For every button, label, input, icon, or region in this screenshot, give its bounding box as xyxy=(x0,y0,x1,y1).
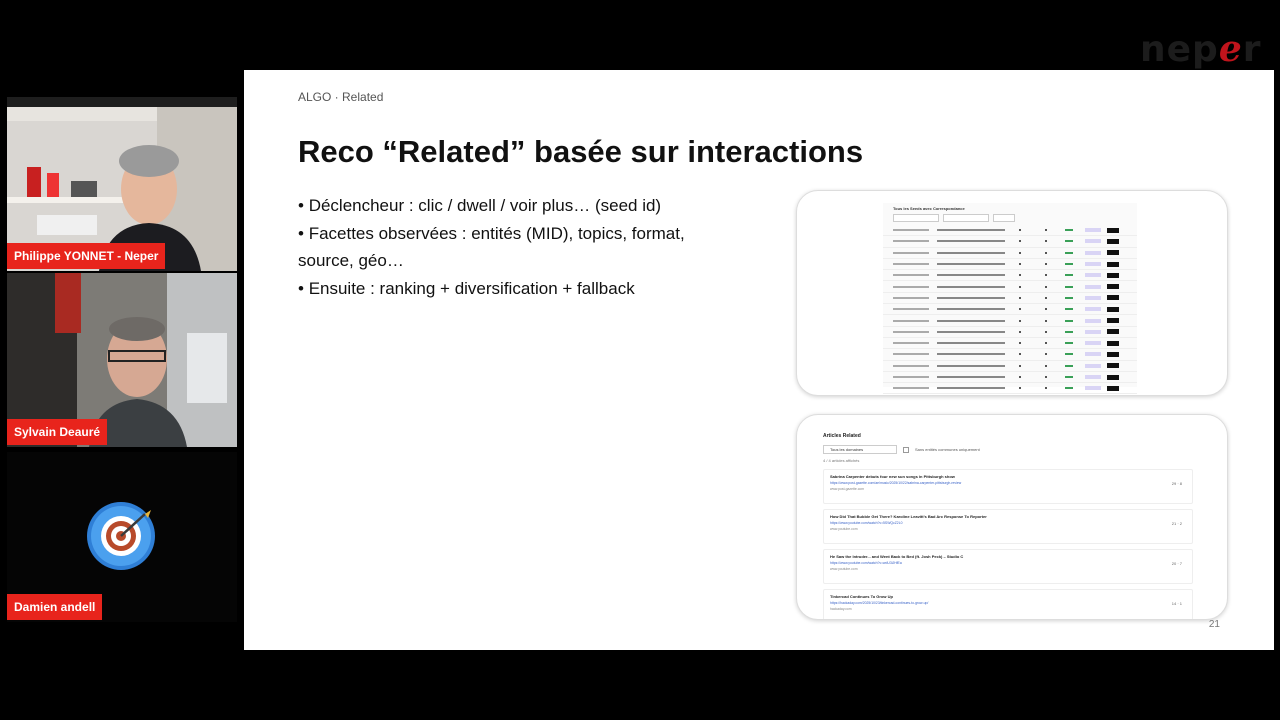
table-row xyxy=(883,281,1137,292)
list-item xyxy=(823,469,1193,504)
article-domain: www.post-gazette.com xyxy=(830,487,865,491)
article-url: https://hackaday.com/2025/10/23/tinkercad-continues-to-grow-up/ xyxy=(830,601,929,605)
article-title: Sabrina Carpenter debuts four new sun songs in Pittsburgh show xyxy=(830,474,955,479)
table-row xyxy=(883,372,1137,383)
article-url: https://www.post-gazette.com/ae/music/2025/10/22/sabrina-carpenter-pittsburgh-review xyxy=(830,481,962,485)
bullet-list xyxy=(298,192,728,302)
neper-logo: neper xyxy=(1140,28,1262,70)
checkbox-label: Sans entités communes uniquement xyxy=(915,447,980,452)
table-row xyxy=(883,349,1137,360)
breadcrumb: ALGO · Related xyxy=(298,90,384,104)
participant-name: Sylvain Deauré xyxy=(7,419,107,445)
table-row xyxy=(883,327,1137,338)
table-row xyxy=(883,259,1137,270)
article-url: https://www.youtube.com/watch?v=5SWQcZ2L0 xyxy=(830,521,903,525)
seeds-table-screenshot xyxy=(796,190,1228,396)
panel-filters xyxy=(823,445,1193,454)
table-filters xyxy=(883,214,1137,225)
list-item xyxy=(823,549,1193,584)
article-domain: hackaday.com xyxy=(830,607,852,611)
article-meta: 14 · 1 xyxy=(1171,601,1182,606)
article-domain: www.youtube.com xyxy=(830,567,858,571)
bullet-item: • Facettes observées : entités (MID), topics, format, source, géo… xyxy=(298,220,728,275)
participant-tile[interactable] xyxy=(7,273,237,447)
table-row xyxy=(883,225,1137,236)
bullet-item: • Déclencheur : clic / dwell / voir plus… (seed id) xyxy=(298,192,728,220)
table-title: Tous les Seeds avec Correspondance xyxy=(893,206,965,211)
participant-tile[interactable] xyxy=(7,452,237,622)
slide-title: Reco “Related” basée sur interactions xyxy=(298,134,864,169)
article-meta: 20 · 7 xyxy=(1171,561,1182,566)
table-row xyxy=(883,248,1137,259)
shared-slide xyxy=(244,70,1274,650)
page-number: 21 xyxy=(1208,619,1220,630)
related-articles-panel xyxy=(817,425,1199,611)
table-row xyxy=(883,270,1137,281)
list-item xyxy=(823,509,1193,544)
participant-name: Damien andell xyxy=(7,594,102,620)
domain-select: Tous les domaines xyxy=(823,445,897,454)
related-articles-screenshot xyxy=(796,414,1228,620)
article-count: 4 / 4 articles affichés xyxy=(823,458,860,463)
table-row xyxy=(883,293,1137,304)
article-title: He Saw the Intruder... and Went Back to Bed (ft. Josh Peck) – Studio C xyxy=(830,554,964,559)
article-title: Tinkercad Continues To Grow Up xyxy=(830,594,893,599)
table-row xyxy=(883,383,1137,394)
table-row xyxy=(883,236,1137,247)
table-row xyxy=(883,361,1137,372)
article-title: How Did That Bubble Get There? Karoline Leavitt's Bad Arc Response To Reporter xyxy=(830,514,987,519)
participant-name: Philippe YONNET - Neper xyxy=(7,243,165,269)
article-meta: 21 · 2 xyxy=(1171,521,1182,526)
filter-checkbox xyxy=(903,447,909,453)
bullet-item: • Ensuite : ranking + diversification + fallback xyxy=(298,275,728,303)
participant-tile[interactable] xyxy=(7,97,237,271)
table-row xyxy=(883,338,1137,349)
article-url: https://www.youtube.com/watch?v=wdU3iJHfEa xyxy=(830,561,902,565)
panel-title: Articles Related xyxy=(823,433,861,439)
seeds-table xyxy=(883,203,1137,387)
table-row xyxy=(883,394,1137,396)
table-row xyxy=(883,304,1137,315)
list-item xyxy=(823,589,1193,620)
article-domain: www.youtube.com xyxy=(830,527,858,531)
article-meta: 29 · 8 xyxy=(1171,481,1182,486)
table-row xyxy=(883,315,1137,326)
